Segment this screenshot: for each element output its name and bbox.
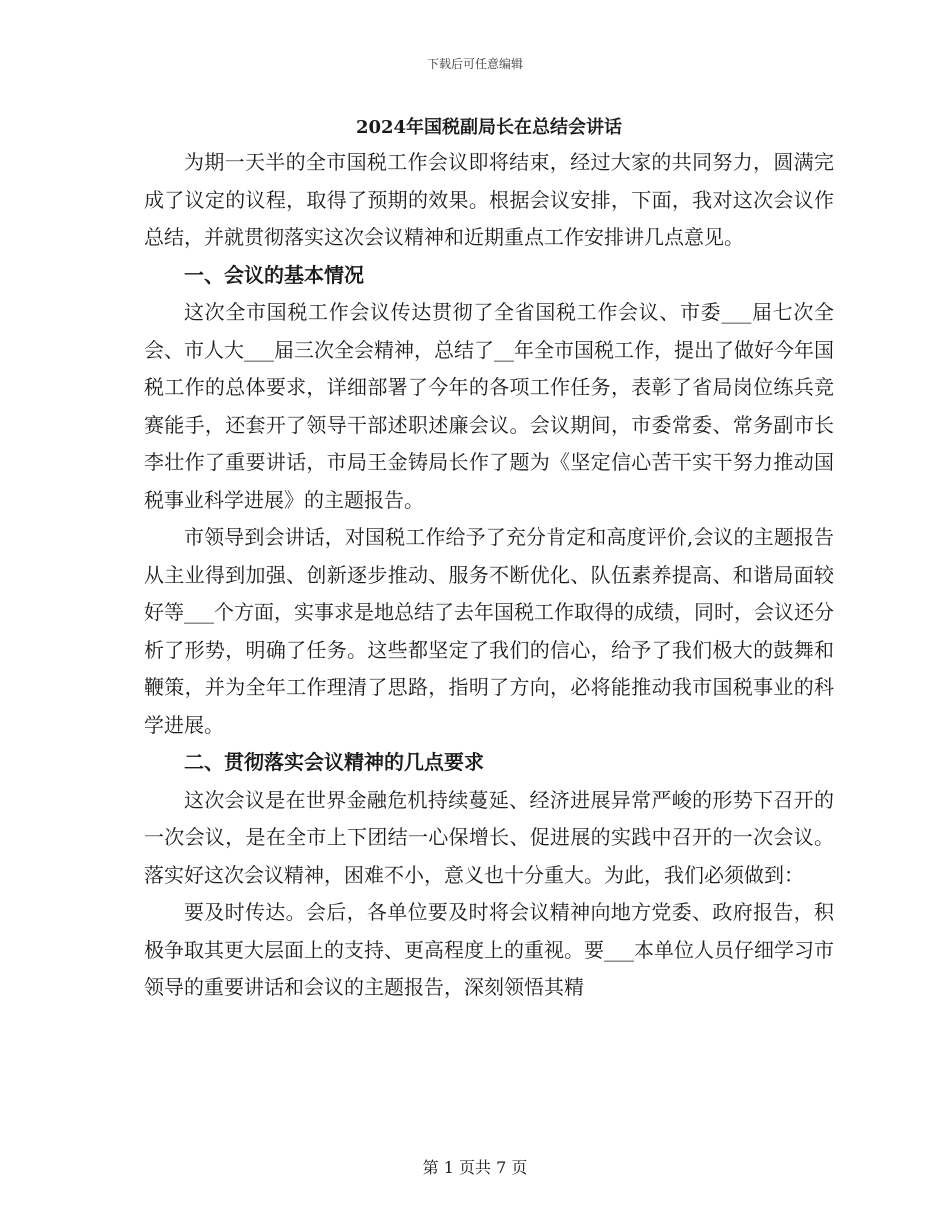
- paragraph-meeting-context: 这次会议是在世界金融危机持续蔓延、经济进展异常严峻的形势下召开的一次会议，是在全市上下团结一心保增长、促进展的实践中召开的一次会议。落实好这次会议精神，困难不小，意义也十分重大。为此，我们必须做到：: [144, 787, 834, 887]
- paragraph-timely-communication: 要及时传达。会后，各单位要及时将会议精神向地方党委、政府报告，积极争取其更大层面上的支持、更高程度上的重视。要___本单位人员仔细学习市领导的重要讲话和会议的主题报告，深刻领悟其精: [144, 900, 834, 999]
- section-heading-1: 一、会议的基本情况: [184, 262, 364, 287]
- paragraph-meeting-overview: 这次全市国税工作会议传达贯彻了全省国税工作会议、市委___届七次全会、市人大___届三次全会精神，总结了__年全市国税工作，提出了做好今年国税工作的总体要求，详细部署了今年的各项工作任务，表彰了省局岗位练兵竞赛能手，还套开了领导干部述职述廉会议。会议期间，市委常委、常务副市长李壮作了重要讲话，市局王金铸局长作了题为《坚定信心苦干实干努力推动国税事业科学进展》的主题报告。: [144, 300, 834, 512]
- document-title: 2024年国税副局长在总结会讲话: [355, 117, 623, 138]
- page-number: 第 1 页共 7 页: [422, 1158, 528, 1177]
- section-heading-2: 二、贯彻落实会议精神的几点要求: [184, 750, 484, 774]
- paragraph-intro: 为期一天半的全市国税工作会议即将结束，经过大家的共同努力，圆满完成了议定的议程，取得了预期的效果。根据会议安排，下面，我对这次会议作总结，并就贯彻落实这次会议精神和近期重点工作安排讲几点意见。: [144, 150, 834, 249]
- paragraph-leader-speech: 市领导到会讲话，对国税工作给予了充分肯定和高度评价,会议的主题报告从主业得到加强、创新逐步推动、服务不断优化、队伍素养提高、和谐局面较好等___个方面，实事求是地总结了去年国税工作取得的成绩，同时，会议还分析了形势，明确了任务。这些都坚定了我们的信心，给予了我们极大的鼓舞和鞭策，并为全年工作理清了思路，指明了方向，必将能推动我市国税事业的科学进展。: [144, 525, 834, 737]
- header-note: 下载后可任意编辑: [426, 57, 523, 71]
- document-body: [144, 112, 834, 1007]
